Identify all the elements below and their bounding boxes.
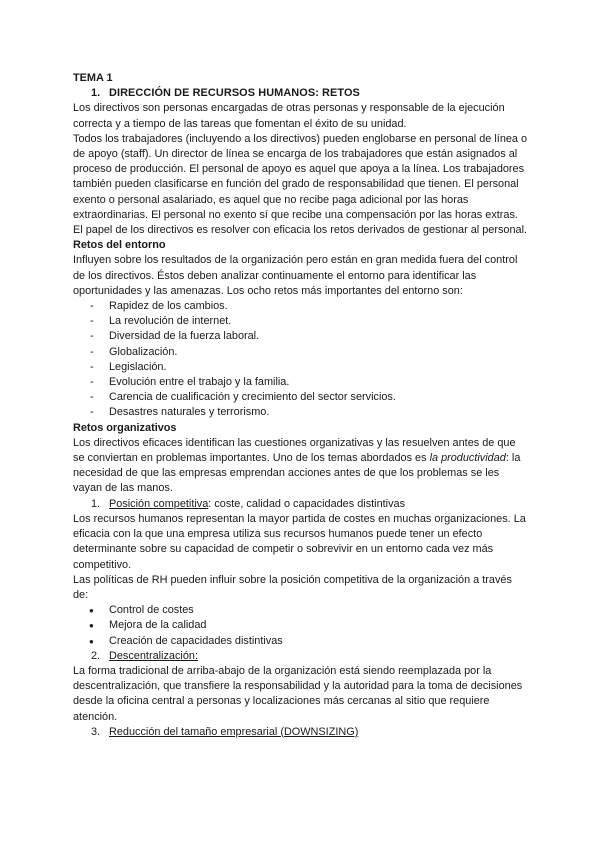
list-item: - La revolución de internet. xyxy=(73,314,528,329)
competitiva-paragraph-1: Los recursos humanos representan la mayor partida de costes en muchas organizaciones. La eficacia con la que una empresa utiliza sus recursos humanos puede tener un efecto determinante sobre su capacidad de competir o sobrevivir en un entorno cada vez más competitivo. xyxy=(73,512,526,571)
list-item: - Carencia de cualificación y crecimiento del sector servicios. xyxy=(73,390,528,405)
list-item: ● Control de costes xyxy=(73,603,528,618)
section-title-entorno: Retos del entorno xyxy=(73,239,166,252)
list-item: - Rapidez de los cambios. xyxy=(73,299,528,314)
numbered-item-2 xyxy=(73,649,528,664)
organizativos-text-before: Los directivos eficaces identifican las cuestiones organizativas y las resuelven antes de que se conviertan en problemas importantes. Uno de los temas abordados es xyxy=(73,436,516,465)
list-item: - Evolución entre el trabajo y la familia. xyxy=(73,375,528,390)
organizativos-text-after: : la necesidad de que las empresas emprendan acciones antes de que los problemas se les vayan de las manos. xyxy=(73,452,521,495)
entorno-list xyxy=(73,299,528,421)
competitiva-list xyxy=(73,603,528,649)
main-heading xyxy=(73,86,528,101)
heading-title: DIRECCIÓN DE RECURSOS HUMANOS: RETOS xyxy=(109,87,360,100)
section-title-organizativos: Retos organizativos xyxy=(73,421,177,434)
productividad-term: la productividad xyxy=(429,452,506,465)
intro-paragraph-2: Todos los trabajadores (incluyendo a los directivos) pueden englobarse en personal de línea o de apoyo (staff). Un director de línea se encarga de los trabajadores que están asignados al proceso de producción. El personal de apoyo es aquel que apoya a la línea. Los trabajadores también pueden clasificarse en función del grado de responsabilidad que tienen. El personal exento o personal asalariado, es aquel que no recibe paga adicional por las horas extraordinarias. El personal no exento sí que recibe una compensación por las horas extras. El papel de los directivos es resolver con eficacia los retos derivados de gestionar al personal. xyxy=(73,132,528,237)
list-item: - Globalización. xyxy=(73,345,528,360)
intro-paragraph-1: Los directivos son personas encargadas de otras personas y responsable de la ejecución correcta y a tiempo de las tareas que fomentan el éxito de su unidad. xyxy=(73,102,505,130)
entorno-paragraph: Influyen sobre los resultados de la organización pero están en gran medida fuera del control de los directivos. Éstos deben analizar continuamente el entorno para identificar las oportunidades y las amenazas. Los ocho retos más importantes del entorno son: xyxy=(73,254,518,297)
item-number: 2. xyxy=(91,649,101,662)
item-rest: : coste, calidad o capacidades distintivas xyxy=(208,497,406,510)
list-item: ● Creación de capacidades distintivas xyxy=(73,634,528,649)
organizativos-paragraph xyxy=(73,436,528,497)
list-item: - Desastres naturales y terrorismo. xyxy=(73,405,528,420)
numbered-item-3 xyxy=(73,725,528,740)
numbered-item-1 xyxy=(73,497,528,512)
list-item: ● Mejora de la calidad xyxy=(73,618,528,633)
item-title: Reducción del tamaño empresarial (DOWNSIZING) xyxy=(109,725,359,738)
item-number: 3. xyxy=(91,725,101,738)
document-content xyxy=(73,71,528,740)
heading-number: 1. xyxy=(91,87,101,100)
descentralizacion-paragraph: La forma tradicional de arriba-abajo de la organización está siendo reemplazada por la descentralización, que transfiere la responsabilidad y la autoridad para la toma de decisiones desde la oficina central a personas y localizaciones más cercanas al sitio que requiere atención. xyxy=(73,664,523,723)
item-title: Posición competitiva xyxy=(109,497,209,510)
list-item: - Diversidad de la fuerza laboral. xyxy=(73,329,528,344)
item-number: 1. xyxy=(91,497,101,510)
item-title: Descentralización: xyxy=(109,649,198,662)
list-item: - Legislación. xyxy=(73,360,528,375)
tema-label: TEMA 1 xyxy=(73,72,113,84)
competitiva-paragraph-2: Las políticas de RH pueden influir sobre la posición competitiva de la organización a través de: xyxy=(73,573,512,601)
